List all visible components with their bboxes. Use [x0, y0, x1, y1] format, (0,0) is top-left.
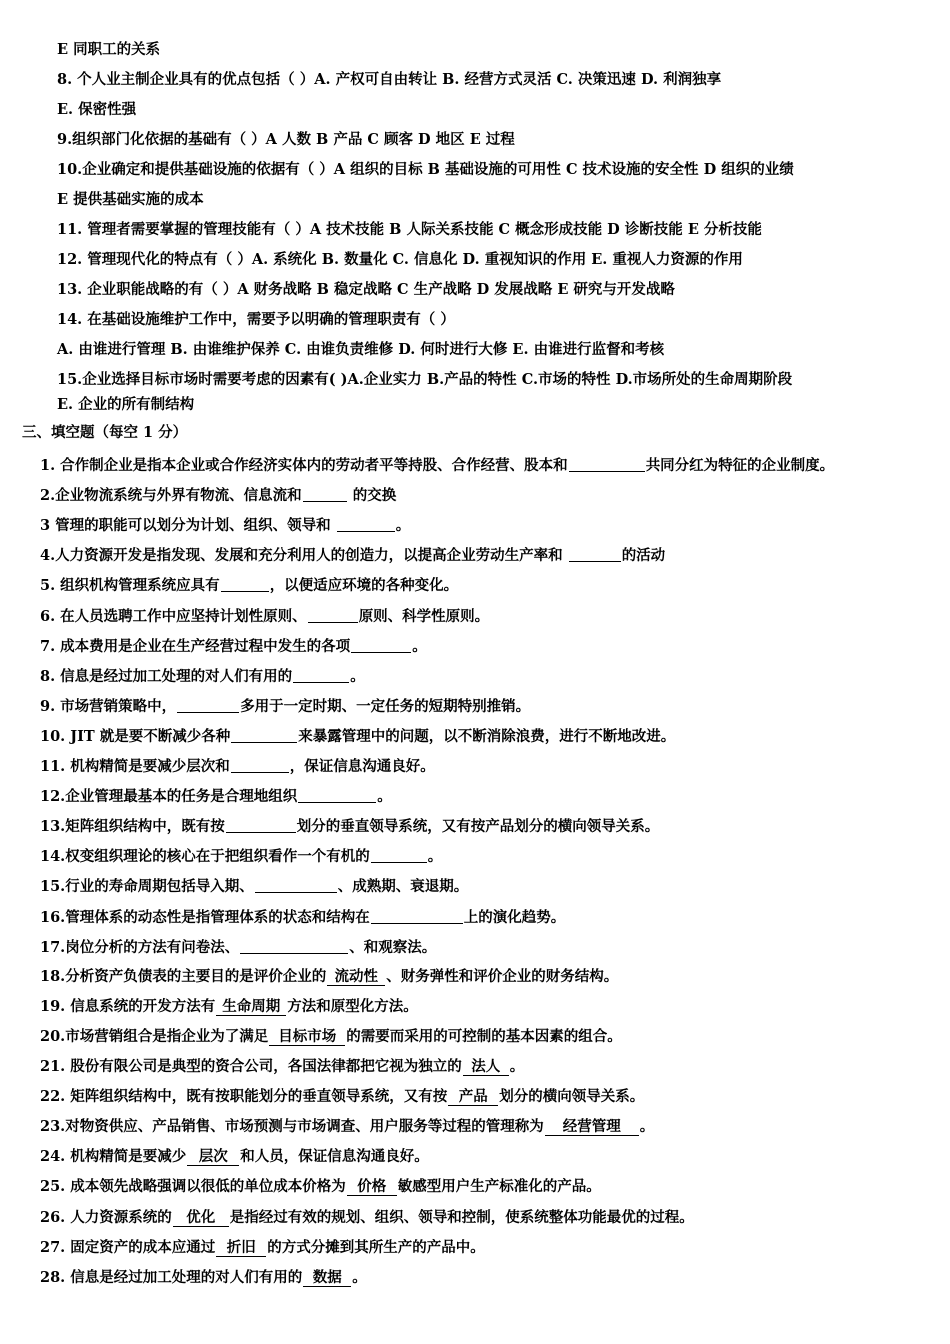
answer-blank: [371, 907, 463, 924]
fill-in-suffix: 、财务弹性和评价企业的财务结构。: [386, 968, 619, 985]
fill-in-suffix: 。: [509, 1058, 525, 1075]
fill-in-suffix: 敏感型用户生产标准化的产品。: [397, 1178, 601, 1195]
fill-in-prefix: 8. 信息是经过加工处理的对人们有用的: [40, 668, 293, 685]
fill-in-suffix: 划分的横向领导关系。: [499, 1088, 645, 1105]
fill-in-prefix: 17.岗位分析的方法有问卷法、: [40, 939, 240, 956]
fill-in-prefix: 20.市场营销组合是指企业为了满足: [40, 1028, 269, 1045]
choice-line: 12. 管理现代化的特点有（ ）A. 系统化 B. 数量化 C. 信息化 D. 重视知识的作用 E. 重视人力资源的作用: [57, 251, 743, 268]
answer-blank: 流动性: [327, 968, 385, 986]
fill-in-item: [40, 726, 675, 747]
fill-in-item: [40, 1027, 622, 1047]
answer-blank: [308, 606, 358, 623]
answer-blank: 层次: [187, 1148, 239, 1166]
fill-in-item: [40, 545, 665, 566]
section-title: 三、填空题（每空 1 分）: [22, 424, 188, 441]
fill-in-item: [40, 1268, 367, 1288]
answer-blank: 目标市场: [269, 1028, 345, 1046]
fill-in-item: [40, 756, 435, 777]
fill-in-item: [40, 1177, 601, 1197]
fill-in-prefix: 5. 组织机构管理系统应具有: [40, 577, 220, 594]
fill-in-prefix: 15.行业的寿命周期包括导入期、: [40, 878, 254, 895]
fill-in-item: [40, 816, 659, 837]
fill-in-item: [40, 786, 392, 807]
fill-in-prefix: 26. 人力资源系统的: [40, 1209, 172, 1226]
fill-in-prefix: 2.企业物流系统与外界有物流、信息流和: [40, 487, 302, 504]
fill-in-suffix: 的交换: [347, 487, 397, 504]
choice-line: E 同职工的关系: [57, 41, 161, 58]
answer-blank: [231, 726, 297, 743]
fill-in-suffix: 多用于一定时期、一定任务的短期特别推销。: [240, 698, 531, 715]
answer-blank: [569, 455, 645, 472]
fill-in-prefix: 7. 成本费用是企业在生产经营过程中发生的各项: [40, 638, 351, 655]
fill-in-suffix: 方法和原型化方法。: [287, 998, 418, 1015]
fill-in-suffix: ，保证信息沟通良好。: [289, 758, 435, 775]
fill-in-item: [40, 1238, 485, 1258]
fill-in-item: [40, 1147, 429, 1167]
fill-in-suffix: ，以便适应环境的各种变化。: [269, 577, 459, 594]
answer-blank: [303, 485, 347, 502]
choice-line: 11. 管理者需要掌握的管理技能有（ ）A 技术技能 B 人际关系技能 C 概念形成技能 D 诊断技能 E 分析技能: [57, 221, 762, 238]
fill-in-item: [40, 907, 565, 928]
fill-in-prefix: 16.管理体系的动态性是指管理体系的状态和结构在: [40, 909, 370, 926]
fill-in-prefix: 25. 成本领先战略强调以很低的单位成本价格为: [40, 1178, 346, 1195]
fill-in-prefix: 9. 市场营销策略中，: [40, 698, 177, 715]
choice-line: A. 由谁进行管理 B. 由谁维护保养 C. 由谁负责维修 D. 何时进行大修 E. 由谁进行监督和考核: [57, 341, 665, 358]
answer-blank: [337, 515, 395, 532]
answer-blank: 产品: [448, 1088, 498, 1106]
answer-blank: 折旧: [216, 1239, 266, 1257]
fill-in-suffix: 划分的垂直领导系统，又有按产品划分的横向领导关系。: [296, 818, 660, 835]
fill-in-prefix: 11. 机构精简是要减少层次和: [40, 758, 230, 775]
answer-blank: 经营管理: [545, 1118, 639, 1136]
answer-blank: 生命周期: [216, 998, 286, 1016]
answer-blank: [298, 786, 376, 803]
fill-in-suffix: 、成熟期、衰退期。: [337, 878, 469, 895]
answer-blank: [177, 696, 239, 713]
fill-in-prefix: 23.对物资供应、产品销售、市场预测与市场调查、用户服务等过程的管理称为: [40, 1118, 544, 1135]
fill-in-suffix: 。: [395, 517, 411, 534]
fill-in-item: [40, 846, 442, 867]
fill-in-item: [40, 636, 427, 657]
fill-in-suffix: 和人员，保证信息沟通良好。: [240, 1148, 429, 1165]
answer-blank: [226, 816, 296, 833]
fill-in-suffix: 的需要而采用的可控制的基本因素的组合。: [346, 1028, 622, 1045]
answer-blank: [293, 666, 349, 683]
fill-in-suffix: 。: [639, 1118, 655, 1135]
answer-blank: [371, 846, 427, 863]
fill-in-prefix: 28. 信息是经过加工处理的对人们有用的: [40, 1269, 303, 1286]
fill-in-suffix: 、和观察法。: [349, 939, 437, 956]
fill-in-item: [40, 1208, 694, 1228]
answer-blank: [255, 876, 337, 893]
fill-in-suffix: 。: [377, 788, 392, 805]
fill-in-prefix: 12.企业管理最基本的任务是合理地组织: [40, 788, 298, 805]
fill-in-item: [40, 575, 458, 596]
choice-line: 9.组织部门化依据的基础有（ ）A 人数 B 产品 C 顾客 D 地区 E 过程: [57, 131, 515, 148]
answer-blank: 优化: [173, 1209, 229, 1227]
fill-in-item: [40, 485, 396, 506]
fill-in-suffix: 是指经过有效的规划、组织、领导和控制，使系统整体功能最优的过程。: [229, 1209, 694, 1226]
fill-in-prefix: 1. 合作制企业是指本企业或合作经济实体内的劳动者平等持股、合作经营、股本和: [40, 457, 568, 474]
fill-in-prefix: 14.权变组织理论的核心在于把组织看作一个有机的: [40, 848, 370, 865]
fill-in-item: [40, 937, 436, 958]
fill-in-item: [40, 1087, 644, 1107]
fill-in-suffix: 。: [352, 1269, 367, 1286]
fill-in-item: [40, 666, 365, 687]
choice-line: 13. 企业职能战略的有（ ）A 财务战略 B 稳定战略 C 生产战略 D 发展战略 E 研究与开发战略: [57, 281, 675, 298]
fill-in-item: [40, 515, 410, 536]
fill-in-item: [40, 967, 618, 987]
fill-in-prefix: 22. 矩阵组织结构中，既有按职能划分的垂直领导系统，又有按: [40, 1088, 448, 1105]
fill-in-item: [40, 455, 834, 476]
fill-in-prefix: 10. JIT 就是要不断减少各种: [40, 728, 231, 745]
choice-line: 15.企业选择目标市场时需要考虑的因素有( )A.企业实力 B.产品的特性 C.市场的特性 D.市场所处的生命周期阶段: [57, 371, 793, 388]
answer-blank: [221, 575, 269, 592]
fill-in-suffix: 的活动: [621, 547, 666, 564]
choice-line: E. 保密性强: [57, 101, 137, 118]
fill-in-prefix: 21. 股份有限公司是典型的资合公司，各国法律都把它视为独立的: [40, 1058, 462, 1075]
answer-blank: 价格: [347, 1178, 397, 1196]
choice-line: 10.企业确定和提供基础设施的依据有（ ）A 组织的目标 B 基础设施的可用性 C 技术设施的安全性 D 组织的业绩: [57, 161, 794, 178]
fill-in-suffix: 来暴露管理中的问题，以不断消除浪费，进行不断地改进。: [298, 728, 676, 745]
choice-line: E. 企业的所有制结构: [57, 396, 195, 413]
answer-blank: [240, 937, 348, 954]
choice-line: 8. 个人业主制企业具有的优点包括（ ）A. 产权可自由转让 B. 经营方式灵活 C. 决策迅速 D. 利润独享: [57, 71, 722, 88]
fill-in-suffix: 原则、科学性原则。: [358, 608, 490, 625]
choice-line: 14. 在基础设施维护工作中，需要予以明确的管理职责有（ ）: [57, 311, 455, 328]
fill-in-prefix: 4.人力资源开发是指发现、发展和充分利用人的创造力，以提高企业劳动生产率和: [40, 547, 568, 564]
fill-in-prefix: 3 管理的职能可以划分为计划、组织、领导和: [40, 517, 336, 534]
answer-blank: 数据: [303, 1269, 351, 1287]
fill-in-item: [40, 1117, 654, 1137]
fill-in-item: [40, 696, 530, 717]
fill-in-item: [40, 876, 468, 897]
fill-in-suffix: 的方式分摊到其所生产的产品中。: [267, 1239, 485, 1256]
fill-in-suffix: 共同分红为特征的企业制度。: [645, 457, 835, 474]
fill-in-item: [40, 997, 418, 1017]
fill-in-prefix: 6. 在人员选聘工作中应坚持计划性原则、: [40, 608, 307, 625]
answer-blank: [569, 545, 621, 562]
fill-in-prefix: 18.分析资产负债表的主要目的是评价企业的: [40, 968, 327, 985]
fill-in-prefix: 24. 机构精简是要减少: [40, 1148, 187, 1165]
fill-in-prefix: 19. 信息系统的开发方法有: [40, 998, 216, 1015]
fill-in-suffix: 。: [412, 638, 427, 655]
fill-in-suffix: 。: [350, 668, 365, 685]
fill-in-item: [40, 1057, 524, 1077]
answer-blank: [231, 756, 289, 773]
answer-blank: 法人: [463, 1058, 509, 1076]
fill-in-suffix: 上的演化趋势。: [463, 909, 566, 926]
fill-in-prefix: 27. 固定资产的成本应通过: [40, 1239, 216, 1256]
choice-line: E 提供基础实施的成本: [57, 191, 204, 208]
fill-in-item: [40, 606, 489, 627]
fill-in-suffix: 。: [427, 848, 443, 865]
fill-in-prefix: 13.矩阵组织结构中，既有按: [40, 818, 225, 835]
answer-blank: [351, 636, 411, 653]
